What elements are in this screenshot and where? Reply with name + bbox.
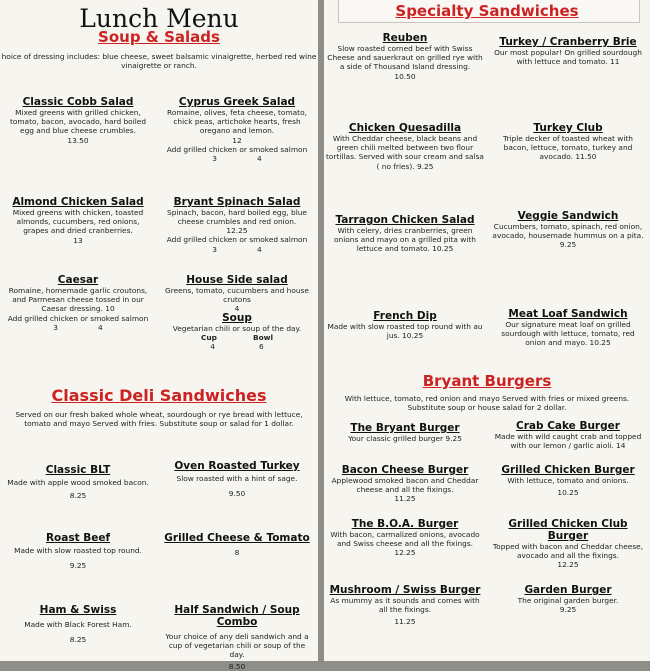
menu-item-grilled-chicken-club-burger: Grilled Chicken Club Burger Topped with bacon and Cheddar cheese, avocado and all the fixings. 12.25: [492, 518, 644, 570]
menu-item-boa-burger: The B.O.A. Burger With bacon, carmalized onions, avocado and Swiss cheese and all the fixings. 12.25: [330, 518, 480, 558]
menu-item-roast-beef: Roast Beef Made with slow roasted top round. 9.25: [14, 532, 142, 571]
burgers-note: With lettuce, tomato, red onion and mayo Served with fries or mixed greens. Substitute soup or house salad for 2 dollar.: [344, 394, 630, 413]
menu-item-veggie-sandwich: Veggie Sandwich Cucumbers, tomato, spinach, red onion, avocado, housemade hummus on a pita. 9.25: [492, 210, 644, 250]
menu-item-spinach-salad: Bryant Spinach Salad Spinach, bacon, hard boiled egg, blue cheese crumbles and red onion. 12.25 Add grilled chicken or smoked salmon 3 4: [166, 196, 308, 254]
menu-item-mushroom-swiss-burger: Mushroom / Swiss Burger As mummy as it sounds and comes with all the fixings. 11.25: [329, 584, 481, 627]
menu-item-turkey-cranberry-brie: Turkey / Cranberry Brie Our most popular! On grilled sourdough with lettuce and tomato. 11: [494, 36, 642, 67]
menu-item-meat-loaf-sandwich: Meat Loaf Sandwich Our signature meat loaf on grilled sourdough with lettuce, tomato, red onion and mayo. 10.25: [501, 308, 635, 348]
menu-item-greek-salad: Cyprus Greek Salad Romaine, olives, feta cheese, tomato, chick peas, artichoke hearts, fresh oregano and lemon. 12 Add grilled chicken or smoked salmon 3 4: [166, 96, 308, 163]
menu-item-half-sandwich-combo: Half Sandwich / Soup Combo Your choice of any deli sandwich and a cup of vegetarian chili or soup of the day. 8.50: [165, 604, 309, 671]
menu-item-cobb-salad: Classic Cobb Salad Mixed greens with grilled chicken, tomato, bacon, avocado, hard boiled egg and blue cheese crumbles. 13.50: [9, 96, 147, 145]
deli-note: Served on our fresh baked whole wheat, sourdough or rye bread with lettuce, tomato and mayo Served with fries. Substitute soup or salad for 1 dollar.: [15, 410, 303, 429]
menu-item-soup: Soup Vegetarian chili or soup of the day. Cup Bowl 4 6: [172, 312, 302, 352]
menu-item-garden-burger: Garden Burger The original garden burger. 9.25: [517, 584, 619, 615]
menu-item-bryant-burger: The Bryant Burger Your classic grilled burger 9.25: [348, 422, 462, 443]
menu-item-reuben: Reuben Slow roasted corned beef with Swiss Cheese and sauerkraut on grilled rye with a side of Thousand Island dressing. 10.50: [327, 32, 483, 81]
deli-heading: Classic Deli Sandwiches: [51, 386, 267, 405]
menu-item-blt: Classic BLT Made with apple wood smoked bacon. 8.25: [7, 464, 149, 501]
menu-title: Lunch Menu: [79, 4, 239, 33]
menu-item-tarragon-chicken-salad: Tarragon Chicken Salad With celery, dries cranberries, green onions and mayo on a grilled pita with lettuce and tomato. 10.25: [333, 214, 476, 254]
menu-item-grilled-chicken-burger: Grilled Chicken Burger With lettuce, tomato and onions. 10.25: [501, 464, 635, 498]
menu-item-caesar-salad: Caesar Romaine, homemade garlic croutons, and Parmesan cheese tossed in our Caesar dressing. 10 Add grilled chicken or smoked salmon 3 4: [7, 274, 149, 332]
menu-item-ham-swiss: Ham & Swiss Made with Black Forest Ham. 8.25: [24, 604, 132, 645]
menu-item-turkey-club: Turkey Club Triple decker of toasted wheat with bacon, lettuce, tomato, turkey and avocado. 11.50: [503, 122, 633, 162]
left-menu-page: [0, 0, 318, 671]
menu-item-french-dip: French Dip Made with slow roasted top round with au jus. 10.25: [327, 310, 483, 341]
menu-item-oven-roasted-turkey: Oven Roasted Turkey Slow roasted with a hint of sage. 9.50: [174, 460, 300, 499]
menu-item-almond-chicken-salad: Almond Chicken Salad Mixed greens with chicken, toasted almonds, cucumbers, red onions, grapes and dried cranberries. 13: [12, 196, 144, 245]
soup-salads-heading: Soup & Salads: [98, 28, 220, 46]
burgers-heading: Bryant Burgers: [422, 372, 552, 390]
menu-item-crab-cake-burger: Crab Cake Burger Made with wild caught crab and topped with our lemon / garlic aioli. 14: [494, 420, 642, 451]
right-menu-page: [324, 0, 650, 661]
menu-item-grilled-cheese: Grilled Cheese & Tomato 8: [164, 532, 310, 557]
menu-item-chicken-quesadilla: Chicken Quesadilla With Cheddar cheese, black beans and green chili melted between two flour tortillas. Served with sour cream and salsa ( no fries). 9.25: [326, 122, 484, 171]
dressing-note: hoice of dressing includes: blue cheese, sweet balsamic vinaigrette, herbed red wine vinaigrette or ranch.: [1, 52, 317, 71]
menu-item-bacon-cheese-burger: Bacon Cheese Burger Applewood smoked bacon and Cheddar cheese and all the fixings. 11.25: [331, 464, 479, 504]
menu-item-house-side-salad: House Side salad Greens, tomato, cucumbers and house crutons 4: [165, 274, 309, 314]
specialty-heading: Specialty Sandwiches: [395, 2, 579, 20]
